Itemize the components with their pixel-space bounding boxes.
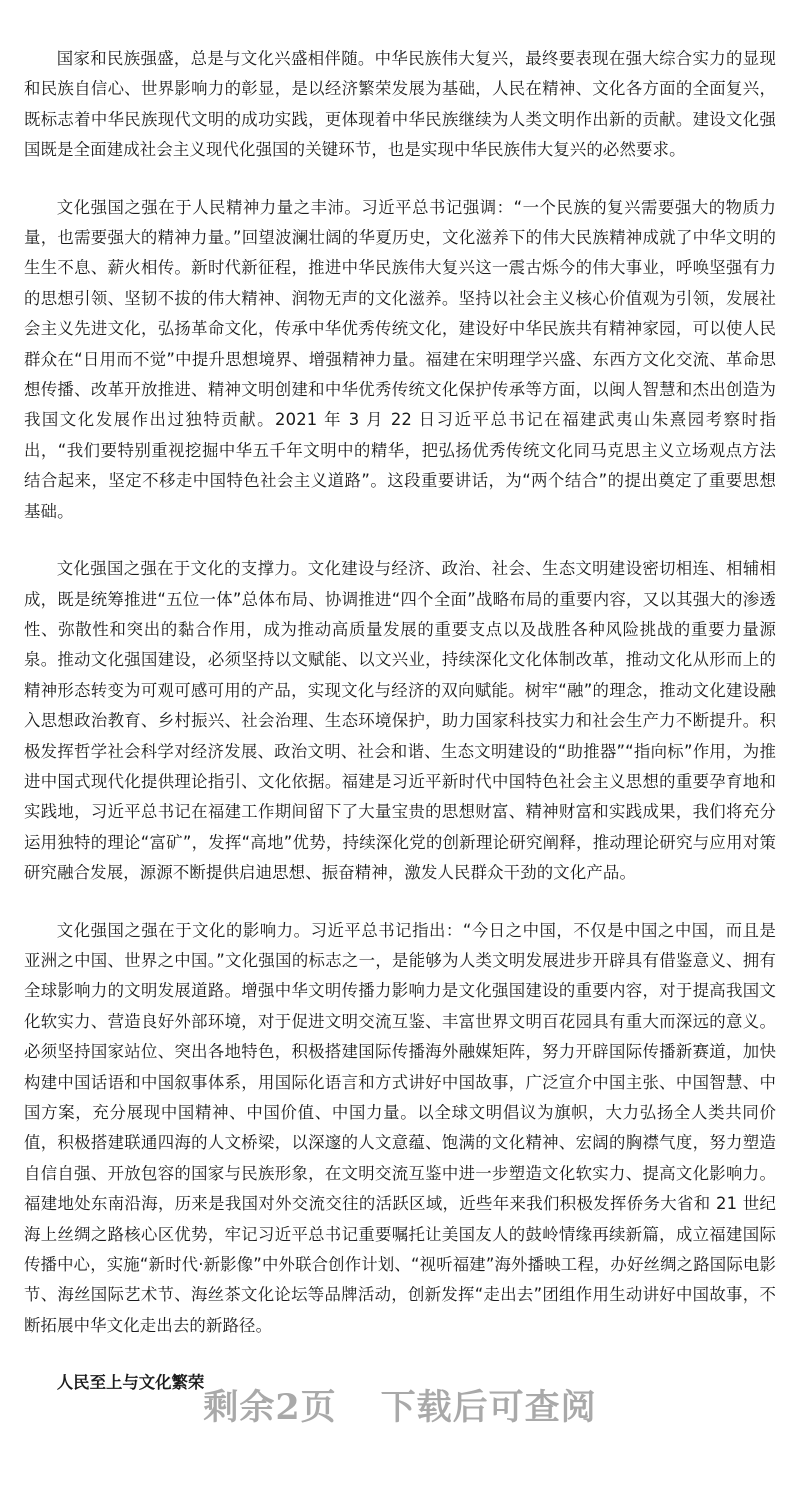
download-to-view-text: 下载后可查阅: [380, 1387, 597, 1428]
paragraph-spiritual-power: 文化强国之强在于人民精神力量之丰沛。习近平总书记强调：“一个民族的复兴需要强大的物质力量，也需要强大的精神力量。”回望波澜壮阔的华夏历史，文化滋养下的伟大民族精神成就了中华文明的生生不息、薪火相传。新时代新征程，推进中华民族伟大复兴这一震古烁今的伟大事业，呼唤坚强有力的思想引领、坚韧不拔的伟大精神、润物无声的文化滋养。坚持以社会主义核心价值观为引领，发展社会主义先进文化，弘扬革命文化，传承中华优秀传统文化，建设好中华民族共有精神家园，可以使人民群众在“日用而不觉”中提升思想境界、增强精神力量。福建在宋明理学兴盛、东西方文化交流、革命思想传播、改革开放推进、精神文明创建和中华优秀传统文化保护传承等方面，以闽人智慧和杰出创造为我国文化发展作出过独特贡献。2021 年 3 月 22 日习近平总书记在福建武夷山朱熹园考察时指出，“我们要特别重视挖掘中华五千年文明中的精华，把弘扬优秀传统文化同马克思主义立场观点方法结合起来，坚定不移走中国特色社会主义道路”。这段重要讲话，为“两个结合”的提出奠定了重要思想基础。: [24, 197, 776, 521]
document-body: [24, 44, 776, 1398]
paragraph-intro: 国家和民族强盛，总是与文化兴盛相伴随。中华民族伟大复兴，最终要表现在强大综合实力的显现和民族自信心、世界影响力的彰显，是以经济繁荣发展为基础，人民在精神、文化各方面的全面复兴，既标志着中华民族现代文明的成功实践，更体现着中华民族继续为人类文明作出新的贡献。建设文化强国既是全面建成社会主义现代化强国的关键环节，也是实现中华民族伟大复兴的必然要求。: [24, 49, 776, 160]
paragraph-influence: 文化强国之强在于文化的影响力。习近平总书记指出：“今日之中国，不仅是中国之中国，而且是亚洲之中国、世界之中国。”文化强国的标志之一，是能够为人类文明发展进步开辟具有借鉴意义、拥有全球影响力的文明发展道路。增强中华文明传播力影响力是文化强国建设的重要内容，对于提高我国文化软实力、营造良好外部环境，对于促进文明交流互鉴、丰富世界文明百花园具有重大而深远的意义。必须坚持国家站位、突出各地特色，积极搭建国际传播海外融媒矩阵，努力开辟国际传播新赛道，加快构建中国话语和中国叙事体系，用国际化语言和方式讲好中国故事，广泛宣介中国主张、中国智慧、中国方案，充分展现中国精神、中国价值、中国力量。以全球文明倡议为旗帜，大力弘扬全人类共同价值，积极搭建联通四海的人文桥梁，以深邃的人文意蕴、饱满的文化精神、宏阔的胸襟气度，努力塑造自信自强、开放包容的国家与民族形象，在文明交流互鉴中进一步塑造文化软实力、提高文化影响力。福建地处东南沿海，历来是我国对外交流交往的活跃区域，近些年来我们积极发挥侨务大省和 21 世纪海上丝绸之路核心区优势，牢记习近平总书记重要嘱托让美国友人的鼓岭情缘再续新篇，成立福建国际传播中心，实施“新时代·新影像”中外联合创作计划、“视听福建”海外播映工程，办好丝绸之路国际电影节、海丝国际艺术节、海丝茶文化论坛等品牌活动，创新发挥“走出去”团组作用生动讲好中国故事，不断拓展中华文化走出去的新路径。: [24, 920, 776, 1335]
remaining-pages-text: 剩余2页: [203, 1387, 337, 1428]
section-heading: 人民至上与文化繁荣: [56, 1373, 205, 1393]
download-prompt-banner[interactable]: [0, 1384, 800, 1432]
paragraph-supporting-power: 文化强国之强在于文化的支撑力。文化建设与经济、政治、社会、生态文明建设密切相连、相辅相成，既是统筹推进“五位一体”总体布局、协调推进“四个全面”战略布局的重要内容，又以其强大的渗透性、弥散性和突出的黏合作用，成为推动高质量发展的重要支点以及战胜各种风险挑战的重要力量源泉。推动文化强国建设，必须坚持以文赋能、以文兴业，持续深化文化体制改革，推动文化从形而上的精神形态转变为可观可感可用的产品，实现文化与经济的双向赋能。树牢“融”的理念，推动文化建设融入思想政治教育、乡村振兴、社会治理、生态环境保护，助力国家科技实力和社会生产力不断提升。积极发挥哲学社会科学对经济发展、政治文明、社会和谐、生态文明建设的“助推器”“指向标”作用，为推进中国式现代化提供理论指引、文化依据。福建是习近平新时代中国特色社会主义思想的重要孕育地和实践地，习近平总书记在福建工作期间留下了大量宝贵的思想财富、精神财富和实践成果，我们将充分运用独特的理论“富矿”，发挥“高地”优势，持续深化党的创新理论研究阐释，推动理论研究与应用对策研究融合发展，源源不断提供启迪思想、振奋精神，激发人民群众干劲的文化产品。: [24, 559, 776, 883]
